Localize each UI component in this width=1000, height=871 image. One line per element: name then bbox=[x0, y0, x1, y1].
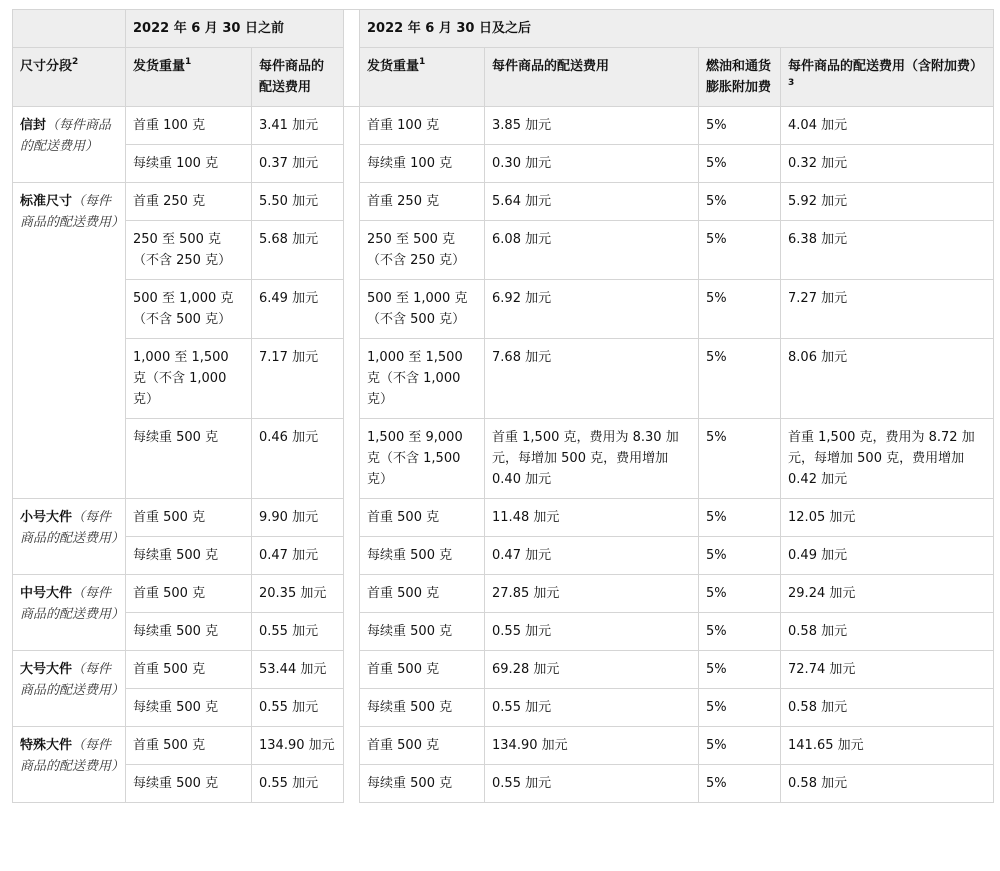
weight-before-cell: 500 至 1,000 克（不含 500 克） bbox=[126, 280, 252, 339]
table-row bbox=[13, 575, 994, 613]
table-row bbox=[13, 727, 994, 765]
header-surcharge: 燃油和通货膨胀附加费 bbox=[699, 48, 781, 107]
weight-before-cell: 每续重 500 克 bbox=[126, 765, 252, 803]
size-tier-note: （每件商品的配送费用） bbox=[20, 586, 125, 622]
weight-before-cell: 250 至 500 克（不含 250 克） bbox=[126, 221, 252, 280]
header-after-date: 2022 年 6 月 30 日及之后 bbox=[360, 10, 994, 48]
weight-before-cell: 首重 500 克 bbox=[126, 575, 252, 613]
spacer-cell bbox=[344, 145, 360, 183]
size-tier-note: （每件商品的配送费用） bbox=[20, 738, 125, 774]
fee-before-cell: 0.55 加元 bbox=[252, 613, 344, 651]
fee-before-cell: 0.47 加元 bbox=[252, 537, 344, 575]
fee-before-cell: 20.35 加元 bbox=[252, 575, 344, 613]
size-tier-name: 中号大件 bbox=[20, 586, 73, 601]
spacer-cell bbox=[344, 613, 360, 651]
header-size-tier: 尺寸分段$^2$ bbox=[13, 48, 126, 107]
table-row bbox=[13, 221, 994, 280]
table-row bbox=[13, 613, 994, 651]
fee-before-cell: 53.44 加元 bbox=[252, 651, 344, 689]
size-tier-name: 特殊大件 bbox=[20, 738, 73, 753]
surcharge-cell: 5% bbox=[699, 339, 781, 419]
weight-after-cell: 1,000 至 1,500 克（不含 1,000 克） bbox=[360, 339, 485, 419]
weight-before-cell: 每续重 500 克 bbox=[126, 689, 252, 727]
size-tier-cell bbox=[13, 727, 126, 803]
fee-with-surcharge-cell: 8.06 加元 bbox=[781, 339, 994, 419]
weight-before-cell: 每续重 500 克 bbox=[126, 613, 252, 651]
spacer-cell bbox=[344, 280, 360, 339]
fee-before-cell: 0.55 加元 bbox=[252, 689, 344, 727]
fee-table-container bbox=[12, 9, 993, 803]
weight-before-cell: 首重 100 克 bbox=[126, 107, 252, 145]
weight-after-cell: 500 至 1,000 克（不含 500 克） bbox=[360, 280, 485, 339]
table-row bbox=[13, 339, 994, 419]
fee-after-cell: 0.47 加元 bbox=[485, 537, 699, 575]
size-tier-name: 小号大件 bbox=[20, 510, 73, 525]
spacer-cell bbox=[344, 727, 360, 765]
fee-after-cell: 7.68 加元 bbox=[485, 339, 699, 419]
weight-after-cell: 每续重 500 克 bbox=[360, 537, 485, 575]
size-tier-cell bbox=[13, 651, 126, 727]
header-weight-after: 发货重量$^1$ bbox=[360, 48, 485, 107]
fee-before-cell: 5.68 加元 bbox=[252, 221, 344, 280]
surcharge-cell: 5% bbox=[699, 651, 781, 689]
fulfillment-fee-table bbox=[12, 9, 994, 803]
spacer-cell bbox=[344, 339, 360, 419]
fee-after-cell: 69.28 加元 bbox=[485, 651, 699, 689]
weight-after-cell: 首重 250 克 bbox=[360, 183, 485, 221]
fee-with-surcharge-cell: 首重 1,500 克，费用为 8.72 加元，每增加 500 克，费用增加 0.42 加元 bbox=[781, 419, 994, 499]
size-tier-name: 大号大件 bbox=[20, 662, 73, 677]
size-tier-name: 标准尺寸 bbox=[20, 194, 73, 209]
fee-before-cell: 6.49 加元 bbox=[252, 280, 344, 339]
size-tier-note: （每件商品的配送费用） bbox=[20, 194, 125, 230]
table-row bbox=[13, 537, 994, 575]
fee-after-cell: 27.85 加元 bbox=[485, 575, 699, 613]
table-body bbox=[13, 107, 994, 803]
fee-after-cell: 5.64 加元 bbox=[485, 183, 699, 221]
weight-after-cell: 每续重 500 克 bbox=[360, 613, 485, 651]
fee-with-surcharge-cell: 0.58 加元 bbox=[781, 689, 994, 727]
header-weight-before: 发货重量$^1$ bbox=[126, 48, 252, 107]
surcharge-cell: 5% bbox=[699, 765, 781, 803]
spacer-cell bbox=[344, 689, 360, 727]
weight-after-cell: 首重 500 克 bbox=[360, 499, 485, 537]
spacer-cell bbox=[344, 419, 360, 499]
fee-before-cell: 3.41 加元 bbox=[252, 107, 344, 145]
weight-after-cell: 每续重 100 克 bbox=[360, 145, 485, 183]
surcharge-cell: 5% bbox=[699, 280, 781, 339]
fee-after-cell: 0.55 加元 bbox=[485, 689, 699, 727]
fee-after-cell: 6.92 加元 bbox=[485, 280, 699, 339]
weight-before-cell: 每续重 100 克 bbox=[126, 145, 252, 183]
spacer-cell bbox=[344, 499, 360, 537]
header-fee-after: 每件商品的配送费用 bbox=[485, 48, 699, 107]
size-tier-note: （每件商品的配送费用） bbox=[20, 118, 112, 154]
header-spacer bbox=[344, 10, 360, 107]
weight-after-cell: 首重 100 克 bbox=[360, 107, 485, 145]
header-fee-before: 每件商品的配送费用 bbox=[252, 48, 344, 107]
fee-with-surcharge-cell: 6.38 加元 bbox=[781, 221, 994, 280]
table-row bbox=[13, 651, 994, 689]
weight-before-cell: 每续重 500 克 bbox=[126, 537, 252, 575]
spacer-cell bbox=[344, 221, 360, 280]
size-tier-note: （每件商品的配送费用） bbox=[20, 662, 125, 698]
size-tier-cell bbox=[13, 575, 126, 651]
spacer-cell bbox=[344, 765, 360, 803]
fee-with-surcharge-cell: 0.49 加元 bbox=[781, 537, 994, 575]
weight-before-cell: 首重 500 克 bbox=[126, 727, 252, 765]
size-tier-cell bbox=[13, 499, 126, 575]
fee-after-cell: 134.90 加元 bbox=[485, 727, 699, 765]
weight-before-cell: 1,000 至 1,500 克（不含 1,000 克） bbox=[126, 339, 252, 419]
table-row bbox=[13, 107, 994, 145]
table-row bbox=[13, 419, 994, 499]
surcharge-cell: 5% bbox=[699, 183, 781, 221]
size-tier-cell bbox=[13, 183, 126, 499]
fee-with-surcharge-cell: 4.04 加元 bbox=[781, 107, 994, 145]
weight-after-cell: 首重 500 克 bbox=[360, 575, 485, 613]
fee-before-cell: 0.55 加元 bbox=[252, 765, 344, 803]
surcharge-cell: 5% bbox=[699, 537, 781, 575]
fee-after-cell: 首重 1,500 克，费用为 8.30 加元，每增加 500 克，费用增加 0.40 加元 bbox=[485, 419, 699, 499]
size-tier-note: （每件商品的配送费用） bbox=[20, 510, 125, 546]
table-row bbox=[13, 280, 994, 339]
weight-before-cell: 首重 500 克 bbox=[126, 651, 252, 689]
table-row bbox=[13, 689, 994, 727]
spacer-cell bbox=[344, 107, 360, 145]
weight-after-cell: 每续重 500 克 bbox=[360, 765, 485, 803]
fee-before-cell: 134.90 加元 bbox=[252, 727, 344, 765]
fee-after-cell: 0.55 加元 bbox=[485, 765, 699, 803]
fee-after-cell: 0.55 加元 bbox=[485, 613, 699, 651]
fee-after-cell: 11.48 加元 bbox=[485, 499, 699, 537]
weight-after-cell: 1,500 至 9,000 克（不含 1,500 克） bbox=[360, 419, 485, 499]
fee-before-cell: 0.37 加元 bbox=[252, 145, 344, 183]
surcharge-cell: 5% bbox=[699, 727, 781, 765]
weight-before-cell: 首重 500 克 bbox=[126, 499, 252, 537]
surcharge-cell: 5% bbox=[699, 575, 781, 613]
fee-with-surcharge-cell: 29.24 加元 bbox=[781, 575, 994, 613]
surcharge-cell: 5% bbox=[699, 613, 781, 651]
weight-before-cell: 每续重 500 克 bbox=[126, 419, 252, 499]
fee-with-surcharge-cell: 12.05 加元 bbox=[781, 499, 994, 537]
table-row bbox=[13, 145, 994, 183]
header-fee-with-surcharge: 每件商品的配送费用（含附加费）$^3$ bbox=[781, 48, 994, 107]
surcharge-cell: 5% bbox=[699, 419, 781, 499]
spacer-cell bbox=[344, 651, 360, 689]
fee-before-cell: 5.50 加元 bbox=[252, 183, 344, 221]
fee-after-cell: 0.30 加元 bbox=[485, 145, 699, 183]
fee-with-surcharge-cell: 0.58 加元 bbox=[781, 613, 994, 651]
table-header bbox=[13, 10, 994, 107]
surcharge-cell: 5% bbox=[699, 499, 781, 537]
fee-before-cell: 7.17 加元 bbox=[252, 339, 344, 419]
spacer-cell bbox=[344, 537, 360, 575]
surcharge-cell: 5% bbox=[699, 221, 781, 280]
fee-with-surcharge-cell: 72.74 加元 bbox=[781, 651, 994, 689]
size-tier-cell bbox=[13, 107, 126, 183]
fee-before-cell: 9.90 加元 bbox=[252, 499, 344, 537]
fee-after-cell: 6.08 加元 bbox=[485, 221, 699, 280]
weight-after-cell: 首重 500 克 bbox=[360, 727, 485, 765]
spacer-cell bbox=[344, 183, 360, 221]
size-tier-name: 信封 bbox=[20, 118, 47, 133]
fee-after-cell: 3.85 加元 bbox=[485, 107, 699, 145]
header-corner bbox=[13, 10, 126, 48]
weight-after-cell: 250 至 500 克（不含 250 克） bbox=[360, 221, 485, 280]
fee-before-cell: 0.46 加元 bbox=[252, 419, 344, 499]
table-row bbox=[13, 765, 994, 803]
spacer-cell bbox=[344, 575, 360, 613]
fee-with-surcharge-cell: 0.32 加元 bbox=[781, 145, 994, 183]
surcharge-cell: 5% bbox=[699, 145, 781, 183]
fee-with-surcharge-cell: 141.65 加元 bbox=[781, 727, 994, 765]
surcharge-cell: 5% bbox=[699, 689, 781, 727]
weight-before-cell: 首重 250 克 bbox=[126, 183, 252, 221]
weight-after-cell: 每续重 500 克 bbox=[360, 689, 485, 727]
fee-with-surcharge-cell: 5.92 加元 bbox=[781, 183, 994, 221]
fee-with-surcharge-cell: 7.27 加元 bbox=[781, 280, 994, 339]
surcharge-cell: 5% bbox=[699, 107, 781, 145]
table-row bbox=[13, 183, 994, 221]
table-row bbox=[13, 499, 994, 537]
weight-after-cell: 首重 500 克 bbox=[360, 651, 485, 689]
header-before-date: 2022 年 6 月 30 日之前 bbox=[126, 10, 344, 48]
fee-with-surcharge-cell: 0.58 加元 bbox=[781, 765, 994, 803]
